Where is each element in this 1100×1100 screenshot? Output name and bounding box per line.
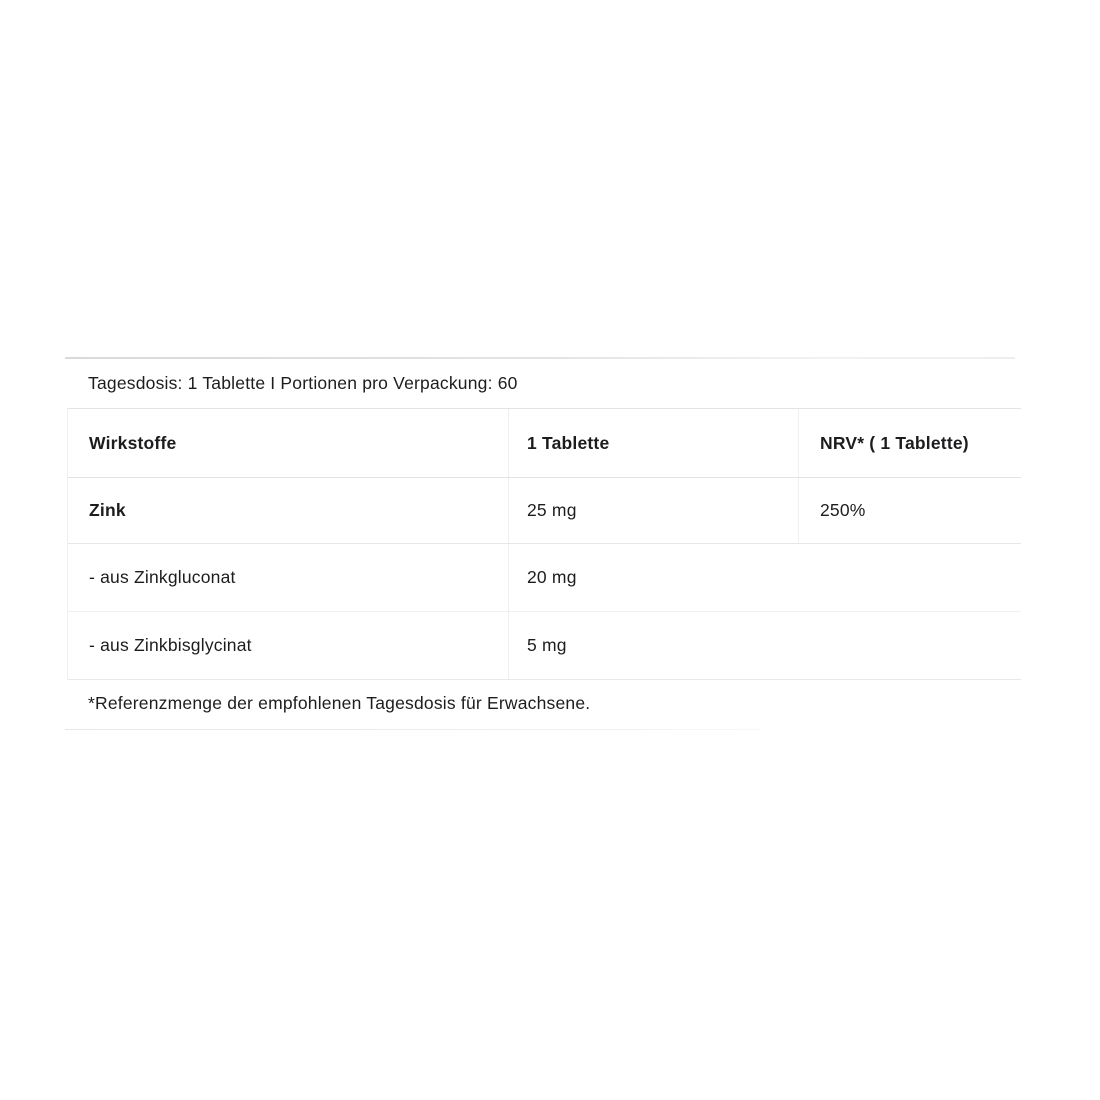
table-row-zink	[68, 478, 1021, 544]
cell-substance: - aus Zinkgluconat	[89, 567, 236, 587]
cell-amount: 20 mg	[508, 544, 798, 611]
cell-substance: - aus Zinkbisglycinat	[89, 635, 252, 655]
table-row-zinkbisglycinat	[68, 612, 1021, 680]
bottom-divider-line	[65, 729, 760, 730]
cell-nrv: 250%	[798, 478, 1021, 543]
dosage-serving-line: Tagesdosis: 1 Tablette I Portionen pro Verpackung: 60	[88, 373, 518, 393]
cell-amount: 5 mg	[508, 612, 798, 679]
nutrition-facts-table	[67, 408, 1021, 680]
nrv-footnote: *Referenzmenge der empfohlenen Tagesdosis für Erwachsene.	[88, 693, 591, 713]
cell-nrv	[798, 612, 1021, 679]
cell-amount: 25 mg	[508, 478, 798, 543]
top-divider-line	[65, 357, 1015, 359]
cell-substance: Zink	[89, 500, 126, 520]
header-nrv: NRV* ( 1 Tablette)	[798, 409, 1021, 477]
header-substance: Wirkstoffe	[89, 432, 177, 453]
cell-nrv	[798, 544, 1021, 611]
header-per-serving: 1 Tablette	[508, 409, 798, 477]
table-header-row	[68, 409, 1021, 478]
table-row-zinkgluconat	[68, 544, 1021, 612]
